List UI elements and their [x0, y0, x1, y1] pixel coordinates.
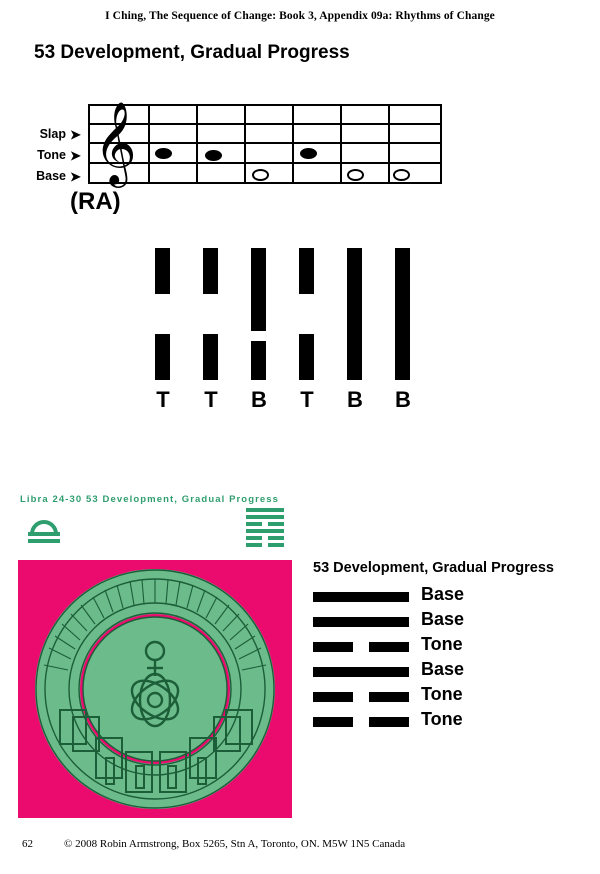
notation-figure — [0, 100, 600, 234]
hexagram-line-label: Base — [421, 609, 465, 629]
arrow-icon-base: ➤ — [70, 169, 81, 184]
arrow-icon-tone: ➤ — [70, 148, 81, 163]
hexagram-line-label: Base — [421, 659, 465, 679]
row-label-base: Base — [36, 169, 66, 183]
bar-line-5 — [340, 106, 342, 182]
bar-block — [155, 334, 170, 380]
hexagram-line-solid — [313, 617, 409, 627]
bar-letter-6: B — [395, 387, 411, 412]
treble-clef-icon: 𝄞 — [94, 100, 137, 184]
note-tone-1 — [155, 148, 172, 159]
bar-block — [203, 248, 218, 294]
bar-line-6 — [388, 106, 390, 182]
bar-line-3 — [244, 106, 246, 182]
zodiac-sign-label: Libra 24-30 53 Development, Gradual Progress — [20, 494, 280, 505]
hexagram-line-broken — [313, 692, 409, 702]
note-tone-2 — [205, 150, 222, 161]
libra-glyph-icon — [22, 508, 66, 546]
hexagram-title: 53 Development, Gradual Progress — [313, 560, 554, 576]
page-title: 53 Development, Gradual Progress — [34, 42, 350, 63]
hexagram-line-label: Base — [421, 584, 465, 604]
hexagram-line-label: Tone — [421, 684, 463, 704]
mini-hexagram-icon — [246, 508, 284, 548]
running-head: I Ching, The Sequence of Change: Book 3, Appendix 09a: Rhythms of Change — [105, 10, 495, 22]
bar-letter-5: B — [347, 387, 363, 412]
note-base-3 — [393, 169, 410, 181]
hexagram-line-list — [313, 584, 593, 738]
ra-label: (RA) — [70, 188, 121, 215]
arrow-icon-slap: ➤ — [70, 127, 81, 142]
copyright-notice: © 2008 Robin Armstrong, Box 5265, Stn A, Toronto, ON. M5W 1N5 Canada — [64, 838, 406, 850]
bar-block — [251, 248, 266, 331]
bar-line-4 — [292, 106, 294, 182]
bar-letter-1: T — [156, 387, 170, 412]
hexagram-line-6 — [313, 709, 593, 738]
bar-letter-4: T — [300, 387, 314, 412]
hexagram-line-label: Tone — [421, 709, 463, 729]
hexagram-line-solid — [313, 667, 409, 677]
note-base-2 — [347, 169, 364, 181]
notation-row-labels — [18, 124, 66, 187]
bar-letter-3: B — [251, 387, 267, 412]
hexagram-line-label: Tone — [421, 634, 463, 654]
bar-block — [299, 248, 314, 294]
bar-block — [299, 334, 314, 380]
rhythm-bar-figure — [0, 248, 600, 418]
hexagram-line-broken — [313, 642, 409, 652]
bar-line-1 — [148, 106, 150, 182]
mandala-artwork — [18, 560, 292, 818]
hexagram-line-solid — [313, 592, 409, 602]
note-base-1 — [252, 169, 269, 181]
bar-letter-2: T — [204, 387, 218, 412]
row-label-slap: Slap — [39, 127, 66, 141]
bar-block — [347, 248, 362, 380]
bar-line-2 — [196, 106, 198, 182]
bar-block — [251, 341, 266, 380]
bar-block — [203, 334, 218, 380]
page-number: 62 — [22, 838, 33, 850]
note-tone-3 — [300, 148, 317, 159]
row-label-tone: Tone — [37, 148, 66, 162]
bar-block — [155, 248, 170, 294]
bar-block — [395, 248, 410, 380]
hexagram-line-broken — [313, 717, 409, 727]
